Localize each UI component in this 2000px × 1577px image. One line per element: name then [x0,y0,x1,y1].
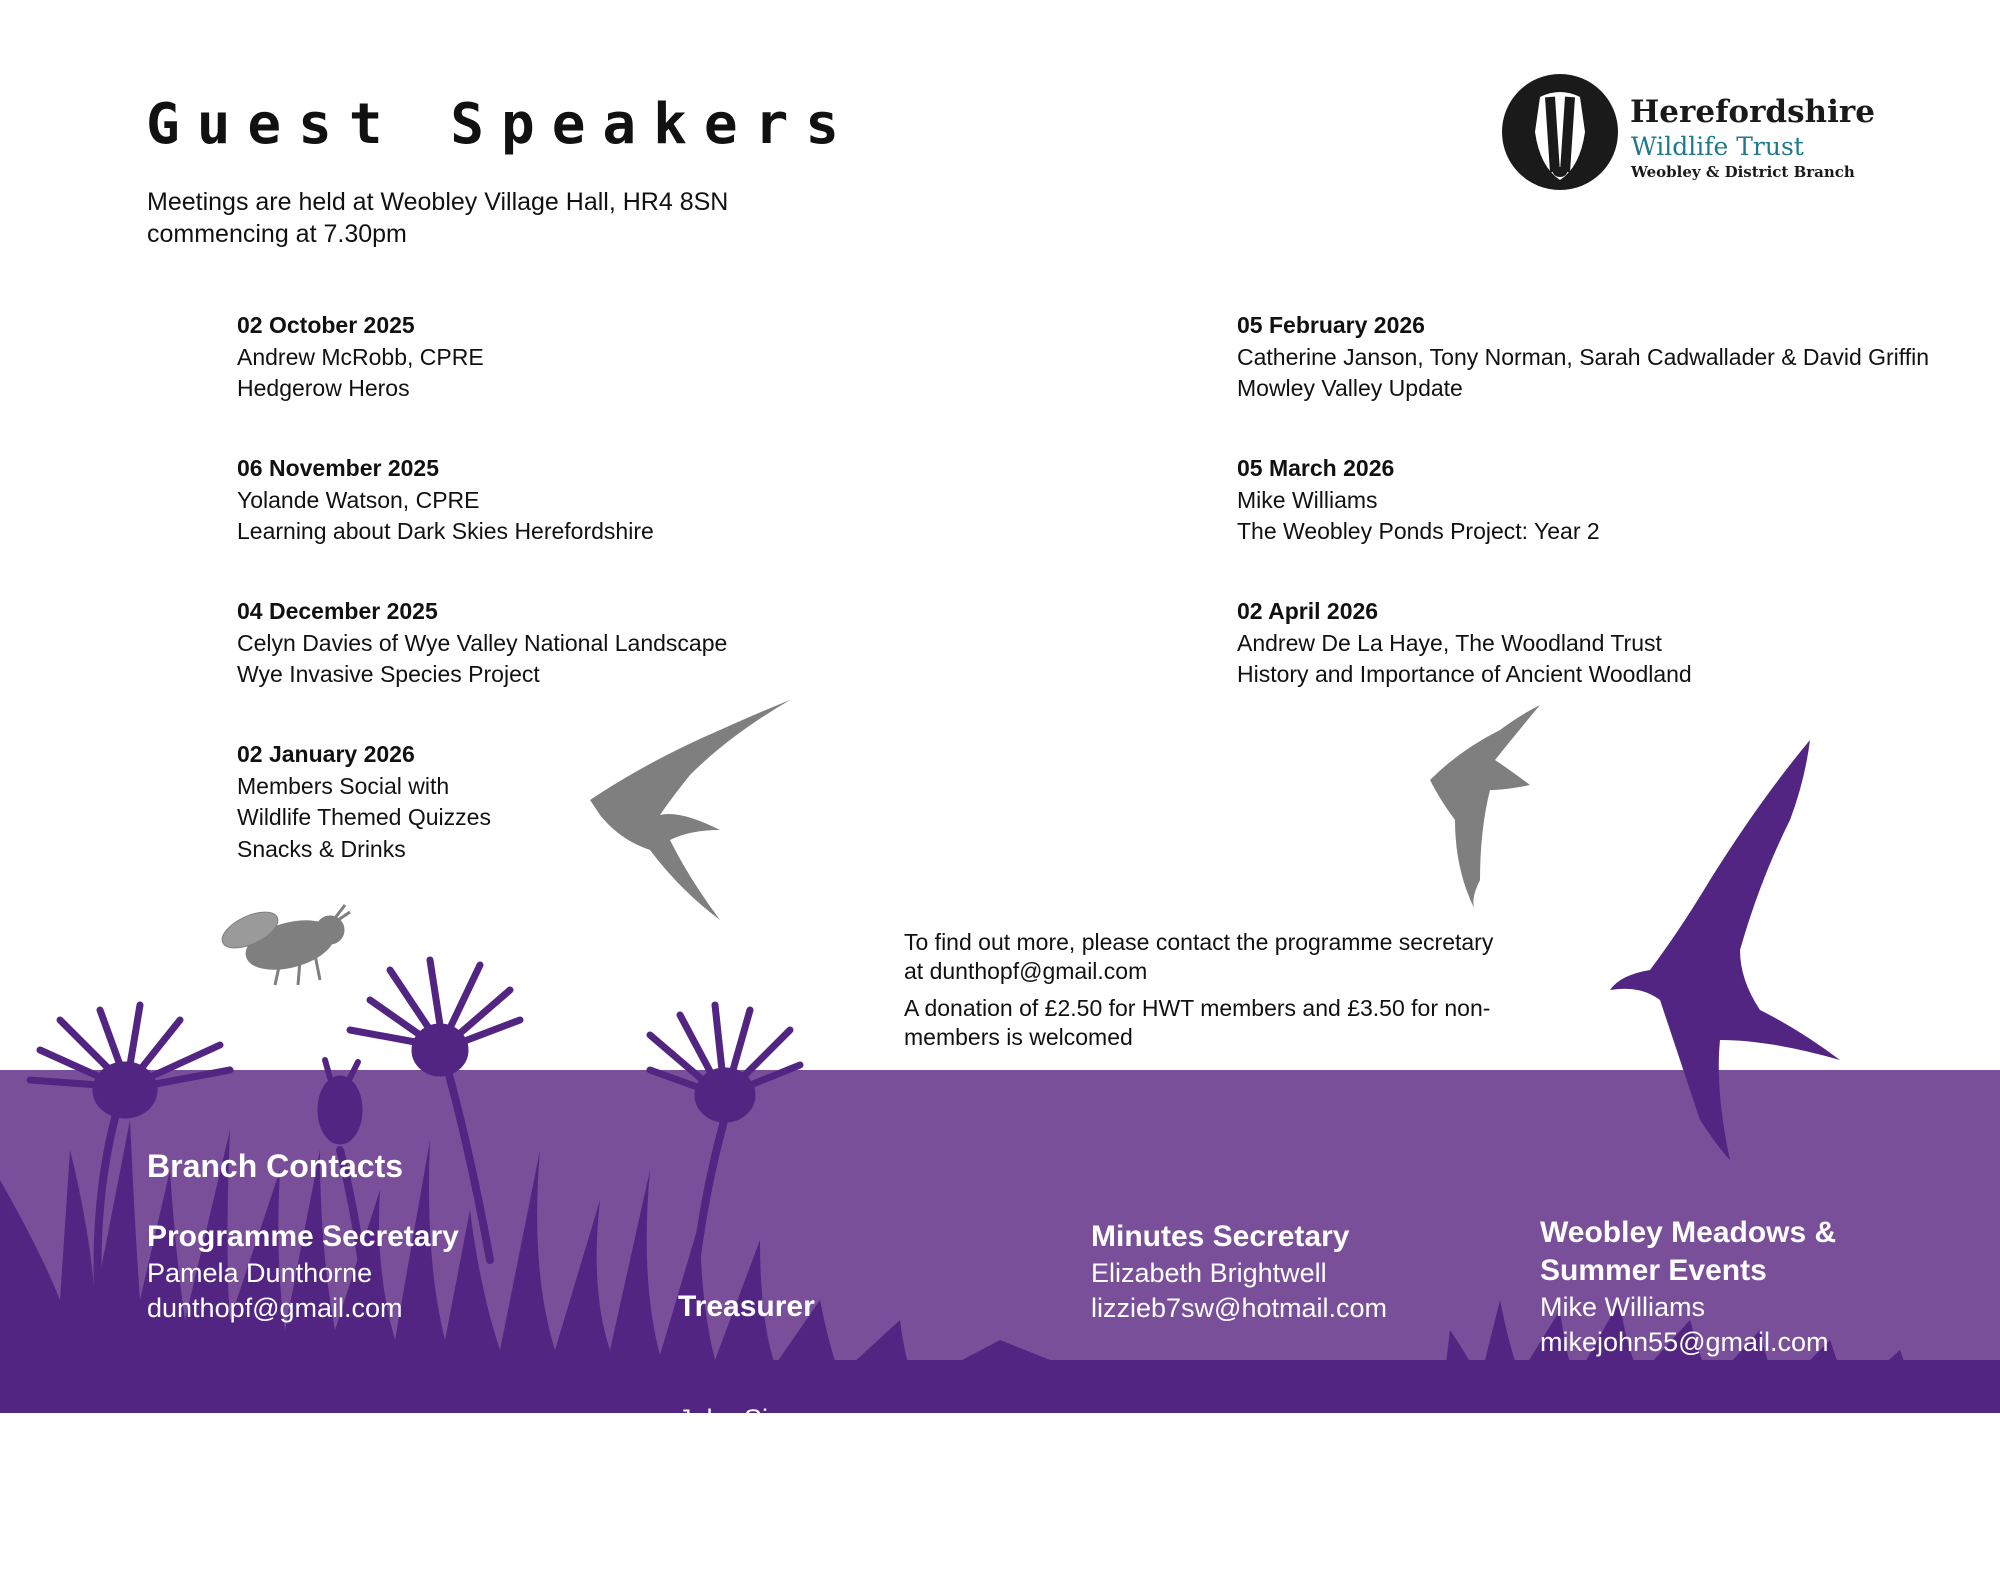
event-speaker: Yolande Watson, CPRE [237,486,480,513]
contact-email[interactable]: lizzieb7sw@hotmail.com [1091,1293,1387,1323]
intro-text [147,186,728,250]
event-topic: Wye Invasive Species Project [237,661,540,687]
event-date: 06 November 2025 [237,455,440,481]
event-date: 05 February 2026 [1237,312,1425,338]
event-item [1237,453,1997,596]
intro-line-1: Meetings are held at Weobley Village Hall, HR4 8SN [147,188,729,216]
event-item [237,453,997,596]
event-speaker: Catherine Janson, Tony Norman, Sarah Cadwallader & David Griffin [1237,343,1930,370]
contact-minutes-secretary [1091,1218,1387,1326]
contact-info-line-1: To find out more, please contact the programme secretary [904,929,1494,955]
contact-info-line-2: at dunthopf@gmail.com [904,958,1148,984]
contact-email[interactable]: dunthopf@gmail.com [147,1293,403,1323]
event-item [1237,596,1997,739]
event-topic: Hedgerow Heros [237,375,410,401]
event-speaker: Mike Williams [1237,486,1378,513]
contact-name: Pamela Dunthorne [147,1258,373,1288]
logo-name: Herefordshire [1630,94,1875,130]
page-title: Guest Speakers [146,92,857,157]
contact-role: Treasurer [678,1290,815,1323]
event-topic: Mowley Valley Update [1237,375,1463,401]
contact-name: John Simons [678,1404,835,1434]
event-topic: Learning about Dark Skies Herefordshire [237,518,654,544]
contact-email[interactable]: mikejohn55@gmail.com [1540,1327,1829,1357]
logo-branch: Weobley & District Branch [1631,163,1855,181]
contact-name: Mike Williams [1540,1292,1705,1322]
event-extra: Snacks & Drinks [237,835,406,862]
event-topic: Wildlife Themed Quizzes [237,804,491,830]
event-topic: History and Importance of Ancient Woodland [1237,661,1692,687]
events-column-left [237,310,997,882]
badger-icon [1500,72,1620,192]
contact-role-line-1: Weobley Meadows & [1540,1216,1837,1249]
event-date: 05 March 2026 [1237,455,1395,481]
branch-contacts-title: Branch Contacts [147,1148,404,1184]
event-speaker: Andrew De La Haye, The Woodland Trust [1237,629,1662,656]
event-speaker: Members Social with [237,772,450,799]
intro-line-2: commencing at 7.30pm [147,220,407,248]
contact-role-line-2: Summer Events [1540,1254,1767,1287]
contact-role: Programme Secretary [147,1220,459,1253]
contact-name: Elizabeth Brightwell [1091,1258,1327,1288]
contact-role: Minutes Secretary [1091,1220,1350,1253]
donation-line-2: members is welcomed [904,1024,1133,1050]
donation-line-1: A donation of £2.50 for HWT members and £3.50 for non- [904,995,1491,1021]
event-item [1237,310,1997,453]
contact-programme-secretary [147,1218,459,1326]
event-item [237,596,997,739]
event-date: 02 January 2026 [237,741,415,767]
event-date: 02 October 2025 [237,312,415,338]
contact-meadows-events [1540,1214,1836,1360]
event-topic: The Weobley Ponds Project: Year 2 [1237,518,1600,544]
logo-subtitle: Wildlife Trust [1631,132,1804,161]
event-date: 04 December 2025 [237,598,438,624]
trust-logo [1500,72,1880,202]
event-item [237,310,997,453]
contact-email[interactable]: johnsimons500@gmail.com [678,1509,1018,1539]
contact-treasurer [678,1218,1018,1577]
event-speaker: Celyn Davies of Wye Valley National Landscape [237,629,728,656]
event-speaker: Andrew McRobb, CPRE [237,343,484,370]
events-column-right [1237,310,1997,739]
contact-info-block [904,928,1524,1060]
event-item [237,739,997,882]
grey-bee [217,905,350,985]
event-date: 02 April 2026 [1237,598,1379,624]
